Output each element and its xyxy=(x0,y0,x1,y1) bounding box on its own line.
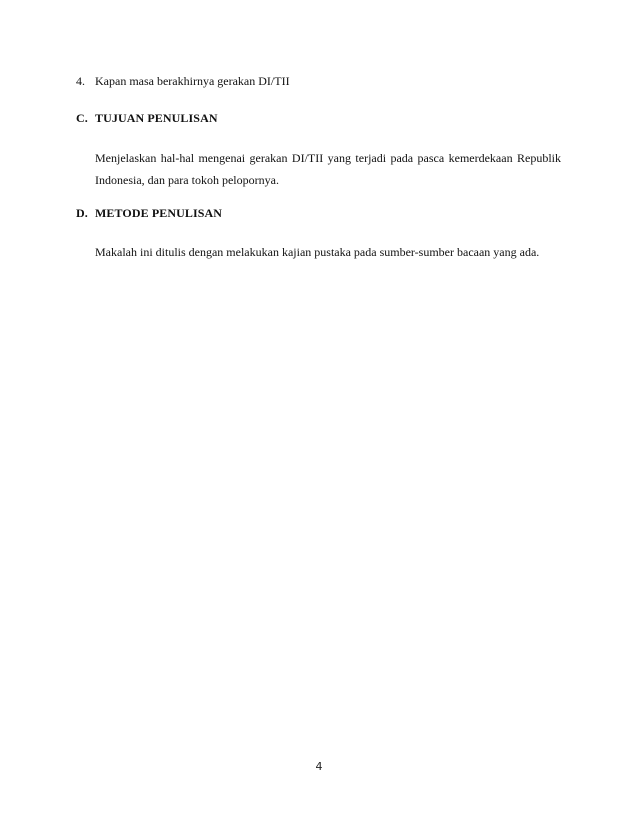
page-number: 4 xyxy=(315,760,323,773)
section-c-paragraph: Menjelaskan hal-hal mengenai gerakan DI/TII yang terjadi pada pasca kemerdekaan Republik Indonesia, dan para tokoh pelopornya. xyxy=(95,151,561,187)
numbered-list-item xyxy=(76,73,290,89)
section-d-letter: D. xyxy=(76,206,88,220)
section-c-title: TUJUAN PENULISAN xyxy=(95,111,218,125)
list-item-number: 4. xyxy=(76,74,85,88)
section-c-heading xyxy=(76,110,218,126)
section-d-title: METODE PENULISAN xyxy=(95,206,223,220)
list-item-text: Kapan masa berakhirnya gerakan DI/TII xyxy=(95,74,290,88)
section-c-letter: C. xyxy=(76,111,88,125)
section-d-heading xyxy=(76,205,222,221)
section-d-paragraph: Makalah ini ditulis dengan melakukan kajian pustaka pada sumber-sumber bacaan yang ada. xyxy=(95,245,540,259)
